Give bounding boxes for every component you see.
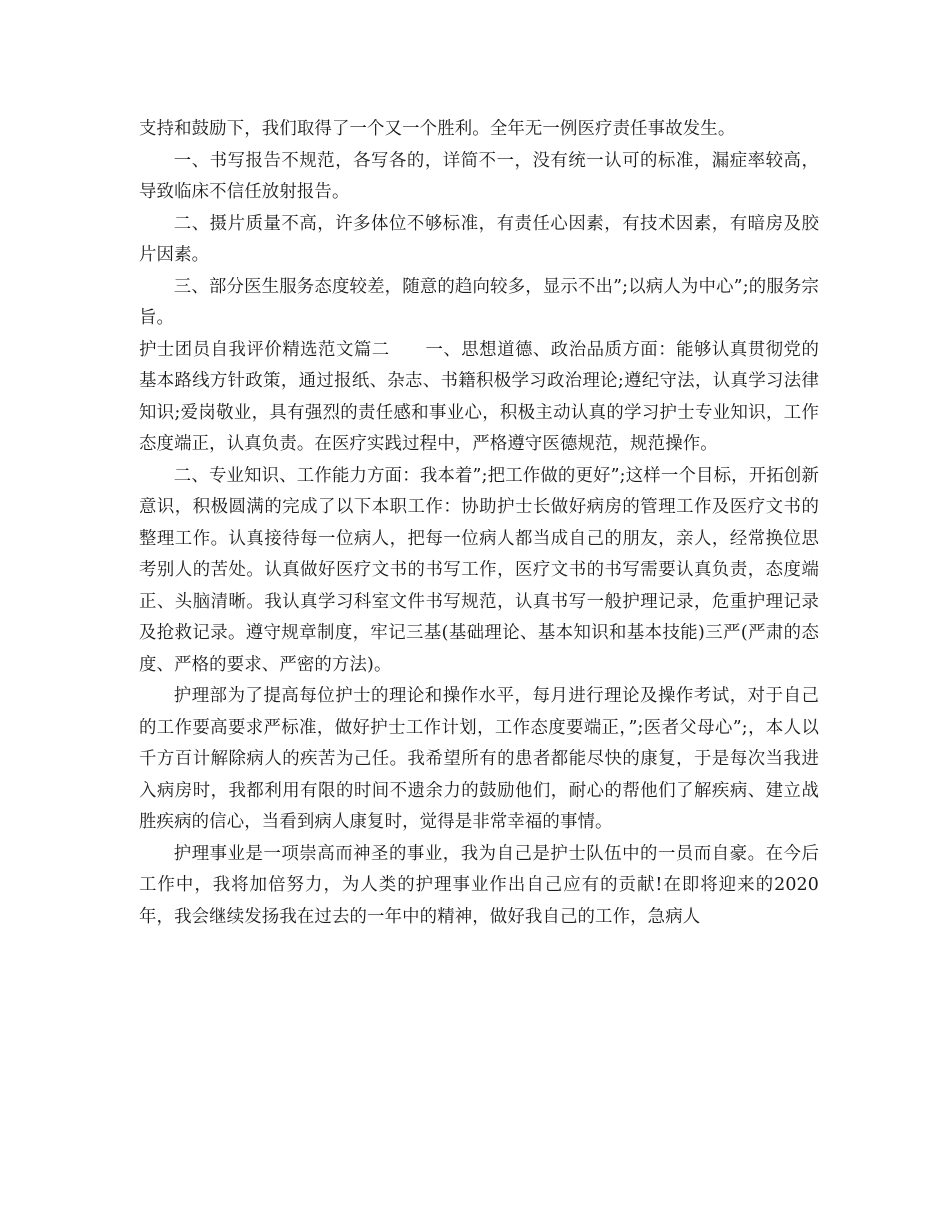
paragraph-2: 一、书写报告不规范，各写各的，详简不一，没有统一认可的标准，漏症率较高，导致临床不信任放射报告。 [139,150,819,202]
document-body [139,114,819,933]
paragraph-4: 三、部分医生服务态度较差，随意的趋向较多，显示不出”;以病人为中心”;的服务宗旨。 [139,276,819,328]
paragraph-1: 支持和鼓励下，我们取得了一个又一个胜利。全年无一例医疗责任事故发生。 [139,119,736,139]
paragraph-3: 二、摄片质量不高，许多体位不够标准，有责任心因素，有技术因素，有暗房及胶片因素。 [139,213,819,265]
paragraph-5: 护士团员自我评价精选范文篇二 一、思想道德、政治品质方面：能够认真贯彻党的基本路线方针政策，通过报纸、杂志、书籍积极学习政治理论;遵纪守法，认真学习法律知识;爱岗敬业，具有强烈的责任感和事业心，积极主动认真的学习护士专业知识，工作态度端正，认真负责。在医疗实践过程中，严格遵守医德规范，规范操作。 [139,339,819,454]
paragraph-8: 护理事业是一项崇高而神圣的事业，我为自己是护士队伍中的一员而自豪。在今后工作中，我将加倍努力，为人类的护理事业作出自己应有的贡献!在即将迎来的2020年，我会继续发扬我在过去的一年中的精神，做好我自己的工作，急病人 [139,843,819,927]
paragraph-7: 护理部为了提高每位护士的理论和操作水平，每月进行理论及操作考试，对于自己的工作要高要求严标准，做好护士工作计划，工作态度要端正，”;医者父母心”;，本人以千方百计解除病人的疾苦为己任。我希望所有的患者都能尽快的康复，于是每次当我进入病房时，我都利用有限的时间不遗余力的鼓励他们，耐心的帮他们了解疾病、建立战胜疾病的信心，当看到病人康复时，觉得是非常幸福的事情。 [139,686,819,832]
paragraph-6: 二、专业知识、工作能力方面：我本着”;把工作做的更好”;这样一个目标，开拓创新意识，积极圆满的完成了以下本职工作：协助护士长做好病房的管理工作及医疗文书的整理工作。认真接待每一位病人，把每一位病人都当成自己的朋友，亲人，经常换位思考别人的苦处。认真做好医疗文书的书写工作，医疗文书的书写需要认真负责，态度端正、头脑清晰。我认真学习科室文件书写规范，认真书写一般护理记录，危重护理记录及抢救记录。遵守规章制度，牢记三基(基础理论、基本知识和基本技能)三严(严肃的态度、严格的要求、严密的方法)。 [139,465,819,675]
